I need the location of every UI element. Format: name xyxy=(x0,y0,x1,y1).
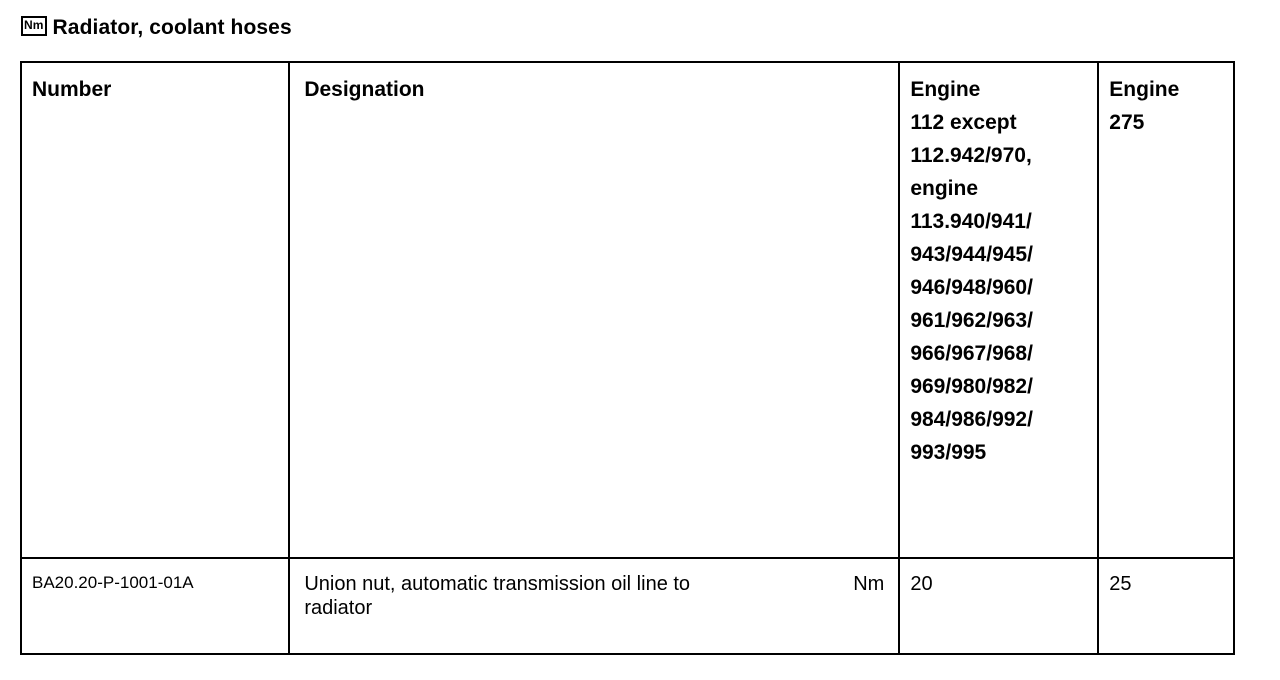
row-designation-wrap xyxy=(290,559,898,620)
header-engine-1-line: 113.940/941/ xyxy=(910,210,1032,233)
header-engine-2 xyxy=(1099,63,1233,139)
header-engine-1-line: Engine xyxy=(910,78,981,101)
row-number: BA20.20-P-1001-01A xyxy=(32,573,194,592)
table-header-row xyxy=(21,62,1234,558)
torque-spec-table xyxy=(20,61,1235,655)
torque-nm-icon: Nm xyxy=(21,16,47,36)
header-engine-2-cell xyxy=(1098,62,1234,558)
header-engine-1-line: engine xyxy=(910,177,979,200)
table-row xyxy=(21,558,1234,654)
header-designation-cell xyxy=(289,62,899,558)
header-engine-1-line: 993/995 xyxy=(910,441,987,464)
header-engine-1-line: 112 except xyxy=(910,111,1017,134)
header-engine-1-line: 966/967/968/ xyxy=(910,342,1033,365)
header-designation: Designation xyxy=(304,78,425,101)
header-engine-1 xyxy=(900,63,1097,469)
header-engine-2-line: Engine xyxy=(1109,78,1180,101)
header-engine-1-line: 112.942/970, xyxy=(910,144,1032,167)
row-engine-2-value: 25 xyxy=(1109,573,1132,595)
row-number-cell xyxy=(21,558,289,654)
row-designation: Union nut, automatic transmission oil line to radiator xyxy=(304,573,691,619)
header-engine-1-line: 943/944/945/ xyxy=(910,243,1033,266)
row-engine-1-cell xyxy=(899,558,1098,654)
row-unit: Nm xyxy=(853,573,885,595)
header-engine-2-line: 275 xyxy=(1109,111,1145,134)
row-engine-1-value: 20 xyxy=(910,573,933,595)
row-designation-cell xyxy=(289,558,899,654)
header-engine-1-cell xyxy=(899,62,1098,558)
section-title: Radiator, coolant hoses xyxy=(52,16,292,39)
header-number-cell xyxy=(21,62,289,558)
section-heading xyxy=(21,16,292,40)
header-number: Number xyxy=(32,78,112,101)
row-engine-2-cell xyxy=(1098,558,1234,654)
header-engine-1-line: 961/962/963/ xyxy=(910,309,1033,332)
header-engine-1-line: 984/986/992/ xyxy=(910,408,1033,431)
header-engine-1-line: 946/948/960/ xyxy=(910,276,1033,299)
header-engine-1-line: 969/980/982/ xyxy=(910,375,1033,398)
